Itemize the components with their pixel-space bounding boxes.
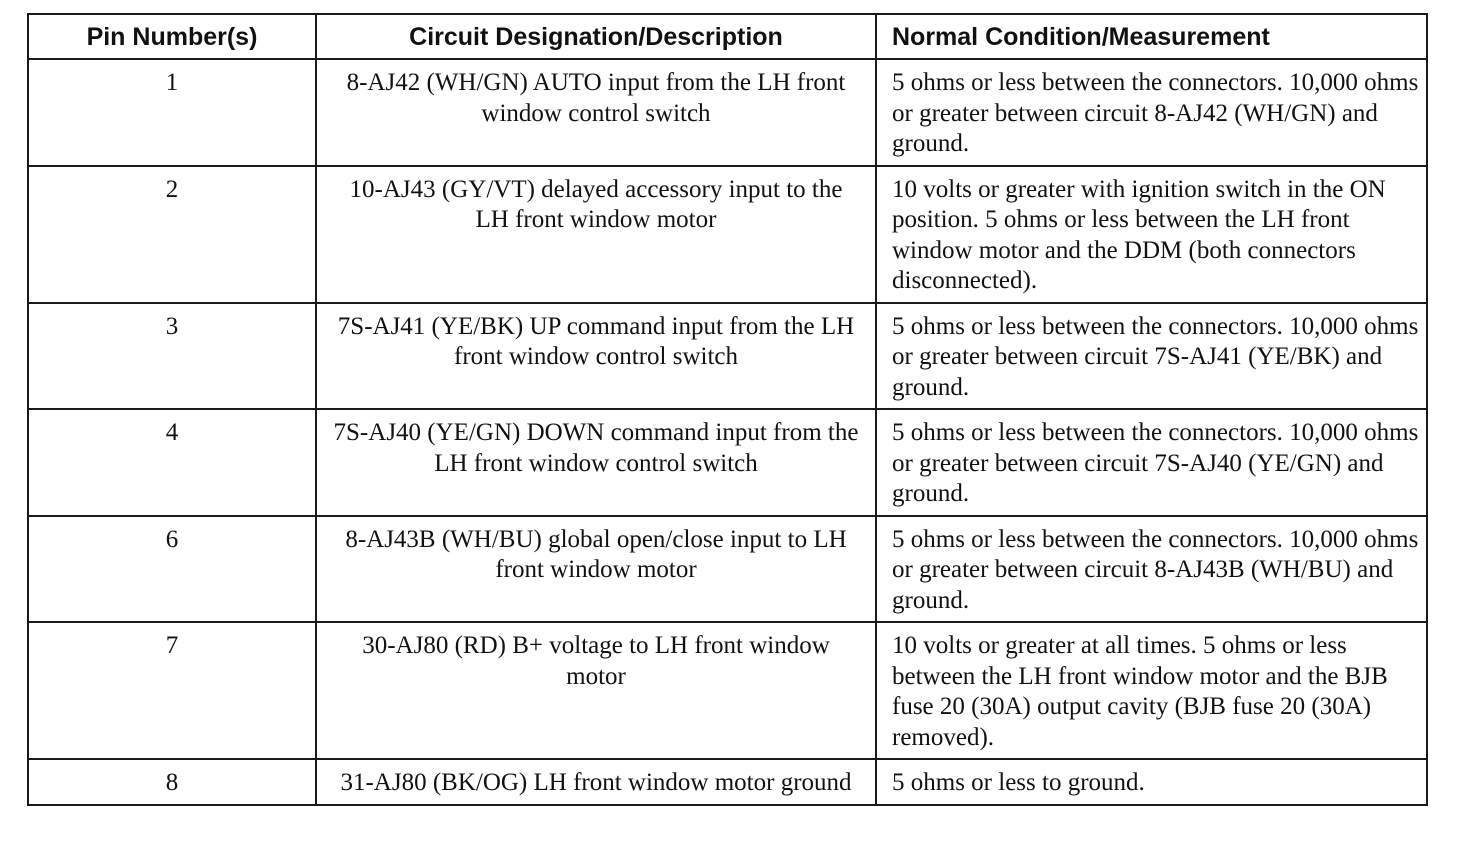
table-row bbox=[28, 622, 1427, 759]
measurement-cell: 5 ohms or less between the connectors. 10,000 ohms or greater between circuit 8-AJ42 (WH/GN) and ground. bbox=[876, 59, 1427, 166]
circuit-description-cell: 8-AJ42 (WH/GN) AUTO input from the LH front window control switch bbox=[316, 59, 876, 166]
circuit-description-cell: 8-AJ43B (WH/BU) global open/close input to LH front window motor bbox=[316, 516, 876, 623]
circuit-description-cell: 7S-AJ41 (YE/BK) UP command input from the LH front window control switch bbox=[316, 303, 876, 410]
measurement-cell: 5 ohms or less between the connectors. 10,000 ohms or greater between circuit 8-AJ43B (WH/BU) and ground. bbox=[876, 516, 1427, 623]
table-header-row bbox=[28, 14, 1427, 59]
pin-number-cell: 6 bbox=[28, 516, 316, 623]
measurement-cell: 5 ohms or less between the connectors. 10,000 ohms or greater between circuit 7S-AJ41 (YE/BK) and ground. bbox=[876, 303, 1427, 410]
circuit-description-cell: 30-AJ80 (RD) B+ voltage to LH front window motor bbox=[316, 622, 876, 759]
pin-number-cell: 8 bbox=[28, 759, 316, 805]
pin-number-cell: 3 bbox=[28, 303, 316, 410]
table-row bbox=[28, 759, 1427, 805]
header-pin-numbers: Pin Number(s) bbox=[28, 14, 316, 59]
table-row bbox=[28, 303, 1427, 410]
circuit-description-cell: 10-AJ43 (GY/VT) delayed accessory input to the LH front window motor bbox=[316, 166, 876, 303]
header-normal-condition: Normal Condition/Measurement bbox=[876, 14, 1427, 59]
circuit-description-cell: 7S-AJ40 (YE/GN) DOWN command input from the LH front window control switch bbox=[316, 409, 876, 516]
measurement-cell: 10 volts or greater with ignition switch in the ON position. 5 ohms or less between the LH front window motor and the DDM (both connectors disconnected). bbox=[876, 166, 1427, 303]
table-row bbox=[28, 516, 1427, 623]
pin-number-cell: 7 bbox=[28, 622, 316, 759]
measurement-cell: 5 ohms or less to ground. bbox=[876, 759, 1427, 805]
table-row bbox=[28, 409, 1427, 516]
pin-number-cell: 2 bbox=[28, 166, 316, 303]
table-row bbox=[28, 166, 1427, 303]
pin-number-cell: 1 bbox=[28, 59, 316, 166]
circuit-description-cell: 31-AJ80 (BK/OG) LH front window motor ground bbox=[316, 759, 876, 805]
measurement-cell: 10 volts or greater at all times. 5 ohms or less between the LH front window motor and the BJB fuse 20 (30A) output cavity (BJB fuse 20 (30A) removed). bbox=[876, 622, 1427, 759]
header-circuit-description: Circuit Designation/Description bbox=[316, 14, 876, 59]
table-row bbox=[28, 59, 1427, 166]
pin-number-cell: 4 bbox=[28, 409, 316, 516]
measurement-cell: 5 ohms or less between the connectors. 10,000 ohms or greater between circuit 7S-AJ40 (YE/GN) and ground. bbox=[876, 409, 1427, 516]
pin-specification-table bbox=[27, 13, 1428, 806]
